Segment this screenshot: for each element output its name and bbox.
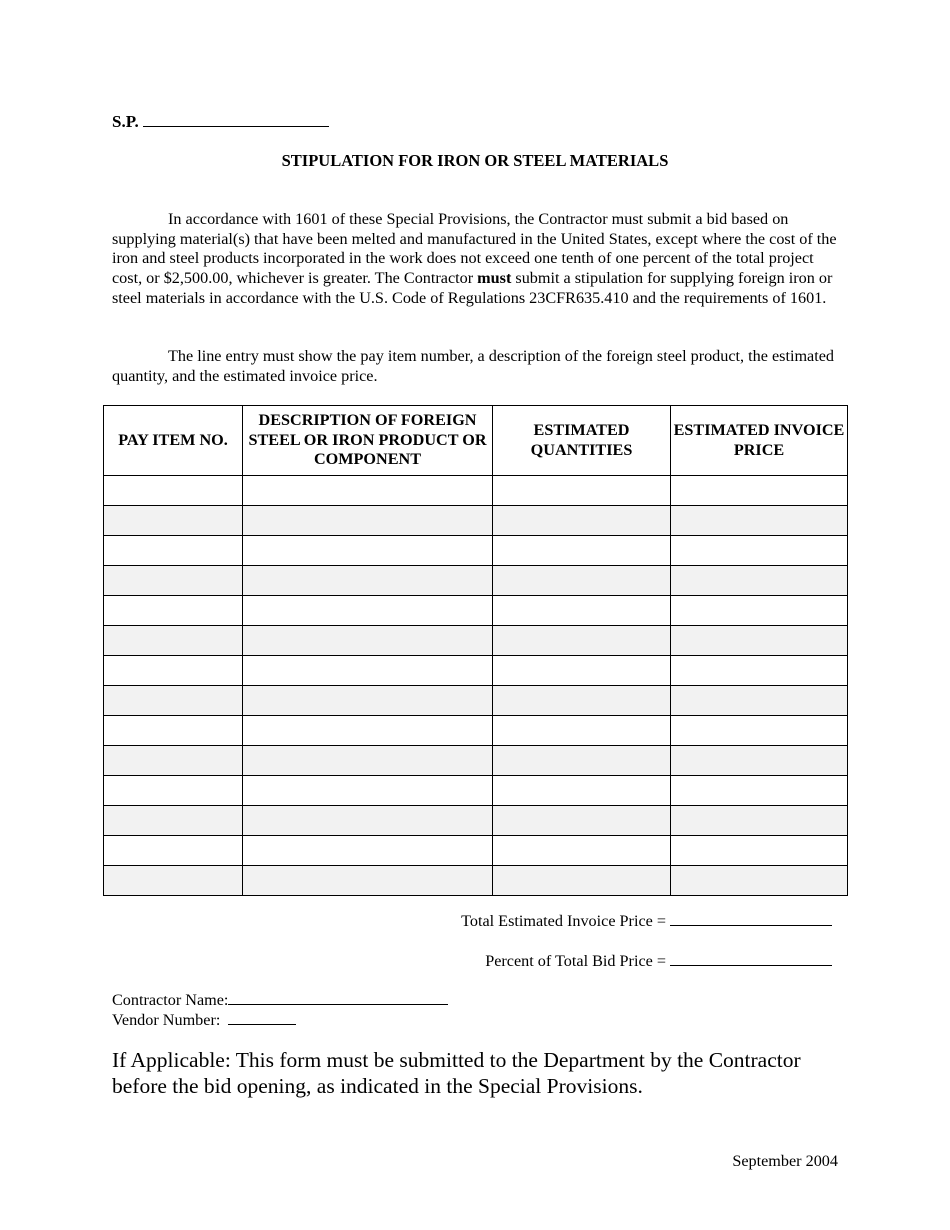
quantity-cell[interactable] xyxy=(493,506,671,536)
description-cell[interactable] xyxy=(243,776,493,806)
table-body xyxy=(104,476,848,896)
description-cell[interactable] xyxy=(243,596,493,626)
description-cell[interactable] xyxy=(243,476,493,506)
invoice-price-cell[interactable] xyxy=(671,716,848,746)
pay-item-cell[interactable] xyxy=(104,626,243,656)
table-row xyxy=(104,476,848,506)
sp-number-blank[interactable] xyxy=(143,112,329,127)
description-cell[interactable] xyxy=(243,536,493,566)
pay-item-cell[interactable] xyxy=(104,596,243,626)
footer-date: September 2004 xyxy=(732,1152,838,1170)
quantity-cell[interactable] xyxy=(493,596,671,626)
table-row xyxy=(104,596,848,626)
table-header-row xyxy=(104,406,848,476)
table-row xyxy=(104,716,848,746)
invoice-price-cell[interactable] xyxy=(671,476,848,506)
pay-item-cell[interactable] xyxy=(104,776,243,806)
pay-item-cell[interactable] xyxy=(104,656,243,686)
header-estimated-invoice-price: ESTIMATED INVOICE PRICE xyxy=(671,406,848,476)
vendor-number-blank[interactable] xyxy=(228,1010,296,1025)
description-cell[interactable] xyxy=(243,806,493,836)
invoice-price-cell[interactable] xyxy=(671,596,848,626)
quantity-cell[interactable] xyxy=(493,836,671,866)
invoice-price-cell[interactable] xyxy=(671,746,848,776)
invoice-price-cell[interactable] xyxy=(671,806,848,836)
pay-item-cell[interactable] xyxy=(104,686,243,716)
line-entry-paragraph: The line entry must show the pay item number, a description of the foreign steel product, the estimated quantity, and the estimated invoice price. xyxy=(112,347,835,385)
description-cell[interactable] xyxy=(243,686,493,716)
invoice-price-cell[interactable] xyxy=(671,566,848,596)
description-cell[interactable] xyxy=(243,626,493,656)
quantity-cell[interactable] xyxy=(493,716,671,746)
header-estimated-quantities: ESTIMATED QUANTITIES xyxy=(493,406,671,476)
quantity-cell[interactable] xyxy=(493,626,671,656)
description-cell[interactable] xyxy=(243,566,493,596)
total-invoice-price-label: Total Estimated Invoice Price = xyxy=(461,912,666,930)
quantity-cell[interactable] xyxy=(493,866,671,896)
table-row xyxy=(104,626,848,656)
quantity-cell[interactable] xyxy=(493,476,671,506)
invoice-price-cell[interactable] xyxy=(671,536,848,566)
description-cell[interactable] xyxy=(243,716,493,746)
submission-notice: If Applicable: This form must be submitted to the Department by the Contractor before the bid opening, as indicated in the Special Provisions. xyxy=(112,1048,801,1098)
total-invoice-price-blank[interactable] xyxy=(670,911,832,926)
percent-bid-price-label: Percent of Total Bid Price = xyxy=(485,952,666,970)
pay-item-cell[interactable] xyxy=(104,716,243,746)
materials-table xyxy=(103,405,848,896)
table-row xyxy=(104,746,848,776)
invoice-price-cell[interactable] xyxy=(671,656,848,686)
intro-text-start: In accordance with 1601 of these Special Provisions, the Contractor must submit a bid based on supplying material(s) that have been melted and manufactured in the United States, except where the cost of the iron and steel products incorporated in the work does not exceed one tenth of one percent of the total project cost, or $2,500.00, whichever is greater. The Contractor xyxy=(112,210,837,288)
description-cell[interactable] xyxy=(243,836,493,866)
total-invoice-price-line xyxy=(461,911,832,931)
header-pay-item-no: PAY ITEM NO. xyxy=(104,406,243,476)
pay-item-cell[interactable] xyxy=(104,476,243,506)
quantity-cell[interactable] xyxy=(493,656,671,686)
pay-item-cell[interactable] xyxy=(104,506,243,536)
percent-bid-price-line xyxy=(485,951,832,971)
pay-item-cell[interactable] xyxy=(104,866,243,896)
vendor-number-label: Vendor Number: xyxy=(112,1011,221,1029)
description-cell[interactable] xyxy=(243,656,493,686)
description-cell[interactable] xyxy=(243,746,493,776)
table-row xyxy=(104,806,848,836)
pay-item-cell[interactable] xyxy=(104,566,243,596)
table-row xyxy=(104,566,848,596)
table-row xyxy=(104,506,848,536)
header-description: DESCRIPTION OF FOREIGN STEEL OR IRON PRODUCT OR COMPONENT xyxy=(243,406,493,476)
page-title: STIPULATION FOR IRON OR STEEL MATERIALS xyxy=(281,151,669,170)
quantity-cell[interactable] xyxy=(493,566,671,596)
sp-number-field xyxy=(112,112,329,132)
table-row xyxy=(104,776,848,806)
intro-text-end: submit a stipulation for supplying foreign iron or steel materials in accordance with the U.S. Code of Regulations 23CFR635.410 and the requirements of 1601. xyxy=(112,269,833,307)
quantity-cell[interactable] xyxy=(493,536,671,566)
contractor-name-label: Contractor Name: xyxy=(112,991,229,1009)
quantity-cell[interactable] xyxy=(493,686,671,716)
sp-label: S.P. xyxy=(112,112,139,131)
invoice-price-cell[interactable] xyxy=(671,686,848,716)
intro-paragraph xyxy=(112,210,842,309)
pay-item-cell[interactable] xyxy=(104,806,243,836)
contractor-name-blank[interactable] xyxy=(228,990,448,1005)
quantity-cell[interactable] xyxy=(493,806,671,836)
table-row xyxy=(104,656,848,686)
invoice-price-cell[interactable] xyxy=(671,776,848,806)
description-cell[interactable] xyxy=(243,866,493,896)
table-row xyxy=(104,536,848,566)
contractor-block xyxy=(112,990,448,1030)
table-row xyxy=(104,866,848,896)
pay-item-cell[interactable] xyxy=(104,746,243,776)
vendor-number-line xyxy=(112,1010,448,1030)
table-row xyxy=(104,836,848,866)
invoice-price-cell[interactable] xyxy=(671,866,848,896)
percent-bid-price-blank[interactable] xyxy=(670,951,832,966)
invoice-price-cell[interactable] xyxy=(671,626,848,656)
quantity-cell[interactable] xyxy=(493,776,671,806)
invoice-price-cell[interactable] xyxy=(671,836,848,866)
invoice-price-cell[interactable] xyxy=(671,506,848,536)
intro-text-bold: must xyxy=(477,269,512,288)
table-row xyxy=(104,686,848,716)
pay-item-cell[interactable] xyxy=(104,836,243,866)
pay-item-cell[interactable] xyxy=(104,536,243,566)
description-cell[interactable] xyxy=(243,506,493,536)
contractor-name-line xyxy=(112,990,448,1010)
quantity-cell[interactable] xyxy=(493,746,671,776)
